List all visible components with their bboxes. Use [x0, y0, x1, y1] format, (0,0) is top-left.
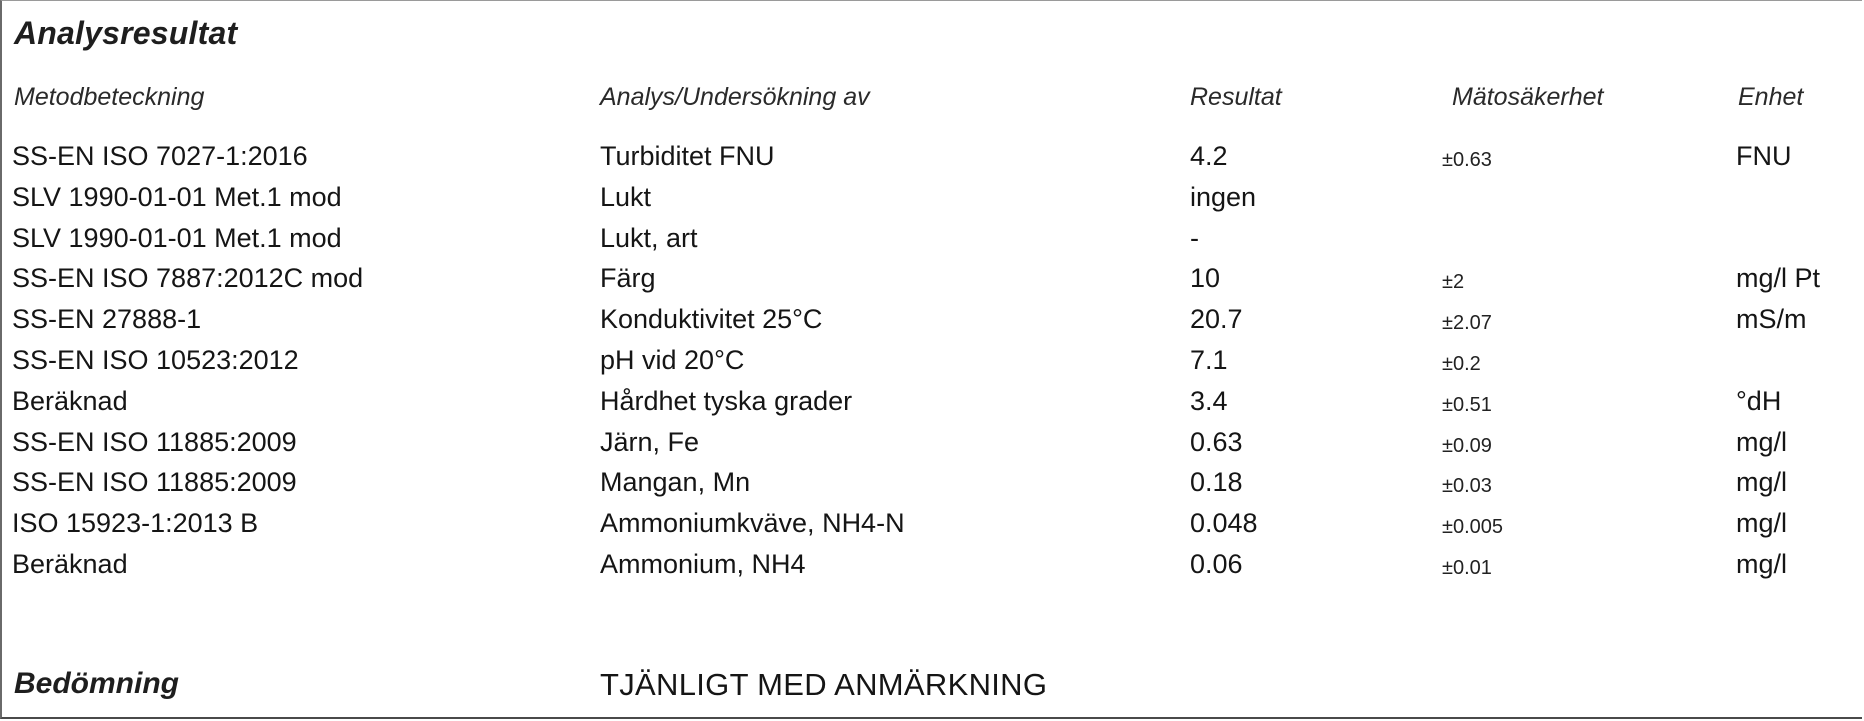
table-row — [2, 223, 1862, 264]
cell-unit: mg/l Pt — [1736, 263, 1821, 294]
cell-unit: mg/l — [1736, 467, 1788, 498]
cell-uncertainty: ±0.63 — [1442, 149, 1492, 171]
cell-analysis: Mangan, Mn — [600, 467, 751, 498]
table-row — [2, 427, 1862, 468]
cell-method: SLV 1990-01-01 Met.1 mod — [12, 181, 342, 212]
table-row — [2, 508, 1862, 549]
header-analysis: Analys/Undersökning av — [600, 83, 870, 111]
cell-result: 0.63 — [1190, 426, 1243, 457]
table-row — [2, 304, 1862, 345]
cell-result: ingen — [1190, 181, 1257, 212]
cell-result: - — [1190, 222, 1199, 253]
table-row — [2, 386, 1862, 427]
cell-uncertainty: ±0.2 — [1442, 352, 1481, 375]
cell-analysis: Färg — [600, 263, 656, 294]
header-method: Metodbeteckning — [14, 83, 205, 111]
cell-method: Beräknad — [12, 385, 128, 416]
header-uncertainty: Mätosäkerhet — [1452, 83, 1604, 111]
cell-analysis: Ammoniumkväve, NH4-N — [600, 508, 905, 539]
cell-uncertainty: ±0.03 — [1442, 475, 1492, 498]
cell-result: 7.1 — [1190, 344, 1228, 375]
cell-method: SS-EN ISO 7027-1:2016 — [12, 141, 308, 171]
cell-analysis: Konduktivitet 25°C — [600, 304, 823, 335]
cell-analysis: Ammonium, NH4 — [600, 548, 806, 579]
section-title: Analysresultat — [14, 15, 238, 51]
cell-analysis: Järn, Fe — [600, 426, 700, 457]
cell-analysis: Lukt, art — [600, 222, 698, 253]
cell-result: 20.7 — [1190, 304, 1243, 335]
cell-method: SS-EN ISO 11885:2009 — [12, 426, 297, 457]
cell-method: Beräknad — [12, 548, 128, 579]
cell-unit: mg/l — [1736, 508, 1788, 539]
cell-result: 0.048 — [1190, 508, 1258, 539]
cell-analysis: Turbiditet FNU — [600, 141, 775, 171]
table-row — [2, 182, 1862, 223]
cell-method: ISO 15923-1:2013 B — [12, 508, 259, 539]
cell-analysis: Hårdhet tyska grader — [600, 385, 853, 416]
cell-unit: mg/l — [1736, 426, 1788, 457]
cell-uncertainty: ±2.07 — [1442, 312, 1492, 335]
table-header — [2, 83, 1862, 117]
assessment-label: Bedömning — [14, 667, 179, 700]
cell-method: SLV 1990-01-01 Met.1 mod — [12, 222, 342, 253]
cell-analysis: Lukt — [600, 181, 652, 212]
cell-method: SS-EN ISO 7887:2012C mod — [12, 263, 364, 294]
cell-result: 3.4 — [1190, 385, 1228, 416]
table-row — [2, 549, 1862, 590]
cell-result: 10 — [1190, 263, 1221, 294]
cell-method: SS-EN ISO 10523:2012 — [12, 344, 299, 375]
cell-result: 0.06 — [1190, 548, 1243, 579]
cell-uncertainty: ±0.09 — [1442, 434, 1492, 457]
cell-unit: FNU — [1736, 141, 1792, 171]
cell-unit: mS/m — [1736, 304, 1807, 335]
table-row — [2, 345, 1862, 386]
results-table — [2, 141, 1862, 590]
table-row — [2, 263, 1862, 304]
cell-uncertainty: ±0.51 — [1442, 393, 1492, 416]
cell-unit: mg/l — [1736, 548, 1788, 579]
assessment-value: TJÄNLIGT MED ANMÄRKNING — [600, 667, 1048, 702]
cell-method: SS-EN 27888-1 — [12, 304, 202, 335]
cell-analysis: pH vid 20°C — [600, 344, 745, 375]
cell-result: 0.18 — [1190, 467, 1243, 498]
cell-result: 4.2 — [1190, 141, 1228, 171]
table-row — [2, 141, 1862, 182]
header-unit: Enhet — [1738, 83, 1804, 111]
table-row — [2, 467, 1862, 508]
header-result: Resultat — [1190, 83, 1282, 111]
cell-method: SS-EN ISO 11885:2009 — [12, 467, 297, 498]
cell-uncertainty: ±0.01 — [1442, 556, 1492, 579]
cell-uncertainty: ±2 — [1442, 271, 1465, 294]
cell-unit: °dH — [1736, 385, 1782, 416]
cell-uncertainty: ±0.005 — [1442, 516, 1504, 539]
